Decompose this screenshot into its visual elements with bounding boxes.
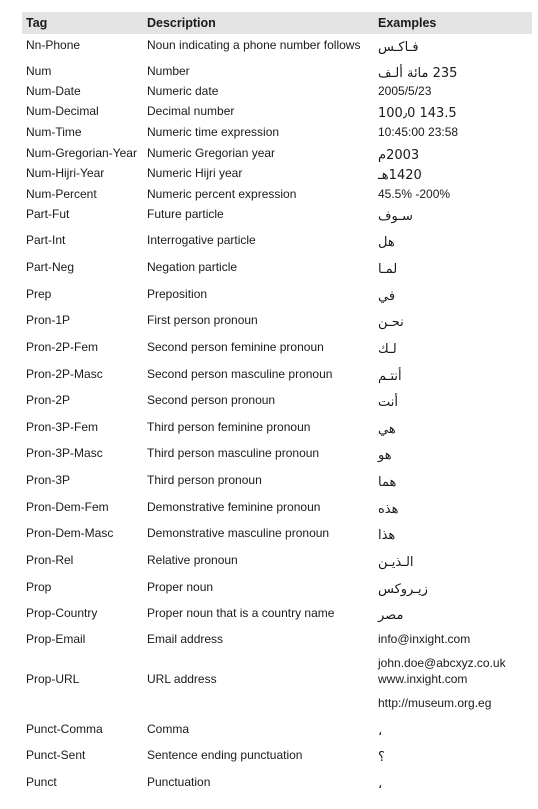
row-examples xyxy=(378,445,532,464)
row-tag: Prop-Country xyxy=(26,606,98,620)
row-description: Sentence ending punctuation xyxy=(147,748,303,762)
row-description: Third person feminine pronoun xyxy=(147,420,311,434)
row-description: URL address xyxy=(147,672,217,686)
table-row xyxy=(22,576,532,602)
table-row xyxy=(22,628,532,668)
table-row xyxy=(22,718,532,744)
row-tag: Pron-Rel xyxy=(26,553,74,567)
row-examples xyxy=(378,37,532,56)
row-tag: Num-Time xyxy=(26,125,82,139)
table-row xyxy=(22,309,532,336)
header-tag: Tag xyxy=(26,16,48,30)
example-text: ، xyxy=(378,777,383,792)
example-text: لمـا xyxy=(378,262,398,277)
row-description: Relative pronoun xyxy=(147,553,238,567)
row-description: Punctuation xyxy=(147,775,211,789)
row-examples xyxy=(378,366,532,385)
row-tag: Num-Hijri-Year xyxy=(26,166,105,180)
row-tag: Pron-2P xyxy=(26,393,71,407)
row-description: Third person masculine pronoun xyxy=(147,446,320,460)
example-text: john.doe@abcxyz.co.uk xyxy=(378,656,506,670)
table-row xyxy=(22,496,532,522)
table-row xyxy=(22,522,532,549)
example-text: هذا xyxy=(378,528,396,543)
example-text: هذه xyxy=(378,502,399,517)
table-row xyxy=(22,203,532,229)
row-examples xyxy=(378,552,532,571)
row-examples xyxy=(378,525,532,544)
row-examples xyxy=(378,747,532,766)
row-examples xyxy=(378,63,532,82)
row-examples xyxy=(378,631,532,671)
row-examples xyxy=(378,579,532,598)
row-description: Second person masculine pronoun xyxy=(147,367,333,381)
table-row xyxy=(22,744,532,771)
header-examples: Examples xyxy=(378,16,437,30)
row-tag: Num xyxy=(26,64,52,78)
table-row xyxy=(22,416,532,442)
row-description: Future particle xyxy=(147,207,224,221)
row-examples xyxy=(378,286,532,305)
example-text: ، xyxy=(378,724,383,739)
row-description: Numeric date xyxy=(147,84,219,98)
row-examples xyxy=(378,499,532,518)
row-tag: Prop-URL xyxy=(26,672,80,686)
row-tag: Punct-Sent xyxy=(26,748,86,762)
example-text: 1420هـ xyxy=(378,168,422,183)
row-examples xyxy=(378,232,532,251)
row-examples xyxy=(378,145,532,164)
row-description: First person pronoun xyxy=(147,313,258,327)
row-examples xyxy=(378,721,532,740)
row-tag: Pron-2P-Masc xyxy=(26,367,103,381)
row-description: Numeric percent expression xyxy=(147,187,297,201)
table-row xyxy=(22,121,532,142)
row-description: Proper noun xyxy=(147,580,214,594)
row-tag: Pron-3P xyxy=(26,473,71,487)
row-description: Interrogative particle xyxy=(147,233,256,247)
row-description: Numeric time expression xyxy=(147,125,280,139)
example-text: أنتـم xyxy=(378,369,402,384)
row-description: Noun indicating a phone number follows xyxy=(147,38,361,52)
row-description: Numeric Hijri year xyxy=(147,166,243,180)
row-tag: Pron-3P-Masc xyxy=(26,446,103,460)
row-examples xyxy=(378,774,532,793)
example-text: مصر xyxy=(378,608,404,623)
row-description: Second person feminine pronoun xyxy=(147,340,324,354)
row-examples xyxy=(378,165,532,184)
row-tag: Pron-2P-Fem xyxy=(26,340,99,354)
row-examples xyxy=(378,671,532,711)
example-text: هما xyxy=(378,475,397,490)
table-row xyxy=(22,771,532,791)
row-tag: Part-Fut xyxy=(26,207,70,221)
row-tag: Pron-1P xyxy=(26,313,71,327)
row-tag: Num-Date xyxy=(26,84,81,98)
row-examples xyxy=(378,103,532,122)
row-tag: Part-Int xyxy=(26,233,66,247)
table-row xyxy=(22,256,532,283)
table-row xyxy=(22,469,532,496)
row-description: Preposition xyxy=(147,287,208,301)
pos-tag-table xyxy=(22,12,532,791)
example-text: info@inxight.com xyxy=(378,632,471,646)
table-row xyxy=(22,668,532,718)
row-description: Decimal number xyxy=(147,104,235,118)
row-tag: Num-Decimal xyxy=(26,104,99,118)
row-tag: Num-Gregorian-Year xyxy=(26,146,137,160)
row-description: Second person pronoun xyxy=(147,393,276,407)
table-body xyxy=(22,34,532,791)
table-row xyxy=(22,100,532,121)
example-text: www.inxight.com xyxy=(378,672,468,686)
table-row xyxy=(22,549,532,576)
table-row xyxy=(22,183,532,203)
row-examples xyxy=(378,339,532,358)
row-examples xyxy=(378,605,532,624)
table-row xyxy=(22,389,532,416)
row-tag: Prop xyxy=(26,580,52,594)
row-description: Demonstrative feminine pronoun xyxy=(147,500,321,514)
example-text: في xyxy=(378,289,396,304)
example-text: سـوف xyxy=(378,209,413,224)
example-text: 235 مائة ألـف xyxy=(378,66,458,81)
example-text: 45.5% -200% xyxy=(378,187,451,201)
example-text: فـاكـس xyxy=(378,40,419,55)
row-tag: Pron-3P-Fem xyxy=(26,420,99,434)
row-examples xyxy=(378,419,532,438)
example-text: 2005/5/23 xyxy=(378,84,432,98)
table-row xyxy=(22,363,532,389)
row-description: Negation particle xyxy=(147,260,238,274)
row-tag: Part-Neg xyxy=(26,260,75,274)
example-text: زيـروكس xyxy=(378,582,428,597)
example-text: أنت xyxy=(378,395,398,410)
table-row xyxy=(22,442,532,469)
table-row xyxy=(22,34,532,60)
row-examples xyxy=(378,83,532,99)
row-description: Number xyxy=(147,64,190,78)
row-description: Demonstrative masculine pronoun xyxy=(147,526,330,540)
row-description: Email address xyxy=(147,632,224,646)
row-examples xyxy=(378,312,532,331)
example-text: هو xyxy=(378,448,392,463)
example-text: http://museum.org.eg xyxy=(378,696,492,710)
row-tag: Pron-Dem-Fem xyxy=(26,500,109,514)
row-description: Numeric Gregorian year xyxy=(147,146,276,160)
table-header xyxy=(22,12,532,34)
example-text: هي xyxy=(378,422,396,437)
row-tag: Pron-Dem-Masc xyxy=(26,526,114,540)
row-examples xyxy=(378,392,532,411)
table-row xyxy=(22,60,532,80)
table-row xyxy=(22,162,532,183)
example-text: ؟ xyxy=(378,750,385,765)
row-tag: Prep xyxy=(26,287,52,301)
example-text: 100٫0 143.5 xyxy=(378,106,457,121)
example-text: لـك xyxy=(378,342,397,357)
row-examples xyxy=(378,186,532,202)
row-tag: Punct xyxy=(26,775,57,789)
row-description: Comma xyxy=(147,722,190,736)
row-examples xyxy=(378,124,532,140)
row-examples xyxy=(378,472,532,491)
header-description: Description xyxy=(147,16,216,30)
example-text: هل xyxy=(378,235,395,250)
table-row xyxy=(22,283,532,309)
row-description: Third person pronoun xyxy=(147,473,262,487)
table-row xyxy=(22,602,532,628)
row-tag: Num-Percent xyxy=(26,187,97,201)
row-description: Proper noun that is a country name xyxy=(147,606,335,620)
table-row xyxy=(22,229,532,256)
row-examples xyxy=(378,206,532,225)
row-tag: Nn-Phone xyxy=(26,38,81,52)
example-text: الـذيـن xyxy=(378,555,414,570)
example-text: نحـن xyxy=(378,315,404,330)
row-tag: Prop-Email xyxy=(26,632,86,646)
row-examples xyxy=(378,259,532,278)
table-row xyxy=(22,336,532,363)
example-text: 2003م xyxy=(378,148,420,163)
table-row xyxy=(22,142,532,162)
table-row xyxy=(22,80,532,100)
example-text: 10:45:00 23:58 xyxy=(378,125,459,139)
row-tag: Punct-Comma xyxy=(26,722,103,736)
